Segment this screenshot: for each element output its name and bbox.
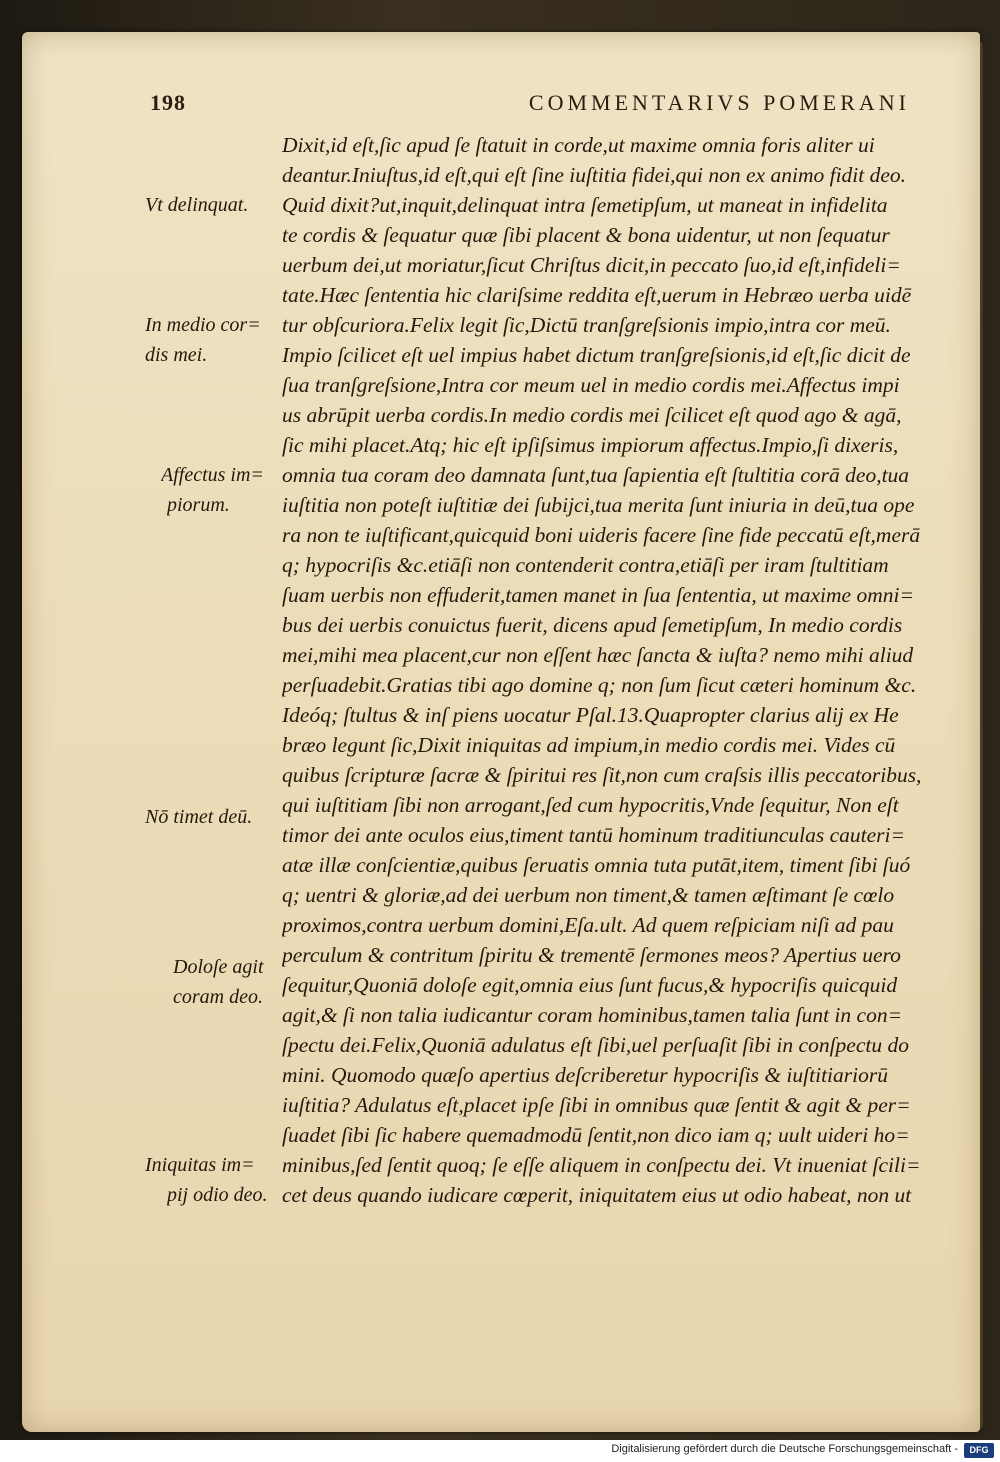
text-line: mei,mihi mea placent,cur non eſſent hæc ſancta & iuſta? nemo mihi aliud xyxy=(282,643,914,667)
text-line: ſuam uerbis non effuderit,tamen manet in ſua ſententia, ut maxime omni= xyxy=(282,583,914,607)
margin-note: piorum. xyxy=(167,494,230,516)
margin-note: Iniquitas im= xyxy=(145,1154,255,1176)
margin-note: dis mei. xyxy=(145,344,208,366)
margin-note: Doloſe agit xyxy=(173,956,264,978)
main-text-block xyxy=(282,130,952,1230)
text-line: Dixit,id eſt,ſic apud ſe ſtatuit in corde,ut maxime omnia foris aliter ui xyxy=(282,133,875,157)
text-line: perculum & contritum ſpiritu & trementē ſermones meos? Apertius uero xyxy=(282,943,901,967)
text-line: ſequitur,Quoniā doloſe egit,omnia eius ſunt fucus,& hypocriſis quicquid xyxy=(282,973,898,997)
text-line: ſpectu dei.Felix,Quoniā adulatus eſt ſibi,uel perſuaſit ſibi in conſpectu do xyxy=(282,1033,909,1057)
text-line: quibus ſcripturæ ſacræ & ſpiritui res ſit,non cum craſsis illis peccatoribus, xyxy=(282,763,922,787)
footer-bar xyxy=(0,1440,1000,1462)
text-line: Ideóq; ſtultus & inſ piens uocatur Pſal.13.Quapropter clarius alij ex He xyxy=(282,703,899,727)
text-line: timor dei ante oculos eius,timent tantū hominum traditiunculas cauteri= xyxy=(282,823,906,847)
text-line: minibus,ſed ſentit quoq; ſe eſſe aliquem in conſpectu dei. Vt inueniat ſcili= xyxy=(282,1153,921,1177)
text-line: deantur.Iniuſtus,id eſt,qui eſt ſine iuſtitia fidei,qui non ex animo fidit deo. xyxy=(282,163,907,187)
text-line: q; hypocriſis &c.etiāſi non contenderit contra,etiāſi per iram ſtultitiam xyxy=(282,553,889,577)
text-line: ſua tranſgreſsione,Intra cor meum uel in medio cordis mei.Affectus impi xyxy=(282,373,900,397)
text-line: Quid dixit?ut,inquit,delinquat intra ſemetipſum, ut maneat in infidelita xyxy=(282,193,888,217)
text-line: tate.Hæc ſententia hic clariſsime reddita eſt,uerum in Hebræo uerba uidē xyxy=(282,283,912,307)
running-title: COMMENTARIVS POMERANI xyxy=(528,90,910,115)
text-line: mini. Quomodo quæſo apertius deſcriberetur hypocriſis & iuſtitiariorū xyxy=(282,1063,888,1087)
text-line: us abrūpit uerba cordis.In medio cordis mei ſcilicet eſt quod ago & agā, xyxy=(282,403,902,427)
text-line: cet deus quando iudicare cœperit, iniquitatem eius ut odio habeat, non ut xyxy=(282,1183,912,1207)
dfg-logo: DFG xyxy=(964,1443,994,1458)
text-line: ra non te iuſtificant,quicquid boni uideris facere ſine fide peccatū eſt,merā xyxy=(282,523,921,547)
text-line: Impio ſcilicet eſt uel impius habet dictum tranſgreſsionis,id eſt,ſic dicit de xyxy=(282,343,911,367)
text-line: tur obſcuriora.Felix legit ſic,Dictū tranſgreſsionis impio,intra cor meū. xyxy=(282,313,891,337)
text-line: qui iuſtitiam ſibi non arrogant,ſed cum hypocritis,Vnde ſequitur, Non eſt xyxy=(282,793,899,817)
text-line: uerbum dei,ut moriatur,ſicut Chriſtus dicit,in peccato ſuo,id eſt,infideli= xyxy=(282,253,901,277)
text-line: iuſtitia? Adulatus eſt,placet ipſe ſibi in omnibus quæ ſentit & agit & per= xyxy=(282,1093,911,1117)
margin-note: Vt delinquat. xyxy=(145,194,249,216)
text-line: proximos,contra uerbum domini,Eſa.ult. Ad quem reſpiciam niſi ad pau xyxy=(282,913,894,937)
funding-credit: Digitalisierung gefördert durch die Deutsche Forschungsgemeinschaft - xyxy=(611,1443,958,1455)
margin-note: pij odio deo. xyxy=(167,1184,268,1206)
text-line: bus dei uerbis conuictus fuerit, dicens apud ſemetipſum, In medio cordis xyxy=(282,613,903,637)
text-line: ſic mihi placet.Atq; hic eſt ipſiſsimus impiorum affectus.Impio,ſi dixeris, xyxy=(282,433,899,457)
text-line: te cordis & ſequatur quæ ſibi placent & bona uidentur, ut non ſequatur xyxy=(282,223,890,247)
text-line: iuſtitia non poteſt iuſtitiæ dei ſubijci,tua merita ſunt iniuria in deū,tua ope xyxy=(282,493,915,517)
text-line: omnia tua coram deo damnata ſunt,tua ſapientia eſt ſtultitia corā deo,tua xyxy=(282,463,910,487)
text-line: ſuadet ſibi ſic habere quemadmodū ſentit,non dico iam q; uult uideri ho= xyxy=(282,1123,910,1147)
margin-notes xyxy=(145,130,285,1230)
margin-note: Affectus im= xyxy=(161,464,264,486)
running-head xyxy=(150,90,910,124)
margin-note: Nō timet deū. xyxy=(145,806,253,828)
text-line: agit,& ſi non talia iudicantur coram hominibus,tamen talia ſunt in con= xyxy=(282,1003,903,1027)
text-line: perſuadebit.Gratias tibi ago domine q; non ſum ſicut cæteri hominum &c. xyxy=(282,673,917,697)
margin-note: In medio cor= xyxy=(145,314,261,336)
text-line: atæ illæ conſcientiæ,quibus ſeruatis omnia tuta putāt,item, timent ſibi ſuó xyxy=(282,853,911,877)
text-line: bræo legunt ſic,Dixit iniquitas ad impium,in medio cordis mei. Vides cū xyxy=(282,733,896,757)
margin-note: coram deo. xyxy=(173,986,263,1008)
page-number: 198 xyxy=(150,90,186,115)
text-line: q; uentri & gloriæ,ad dei uerbum non timent,& tamen æſtimant ſe cœlo xyxy=(282,883,895,907)
